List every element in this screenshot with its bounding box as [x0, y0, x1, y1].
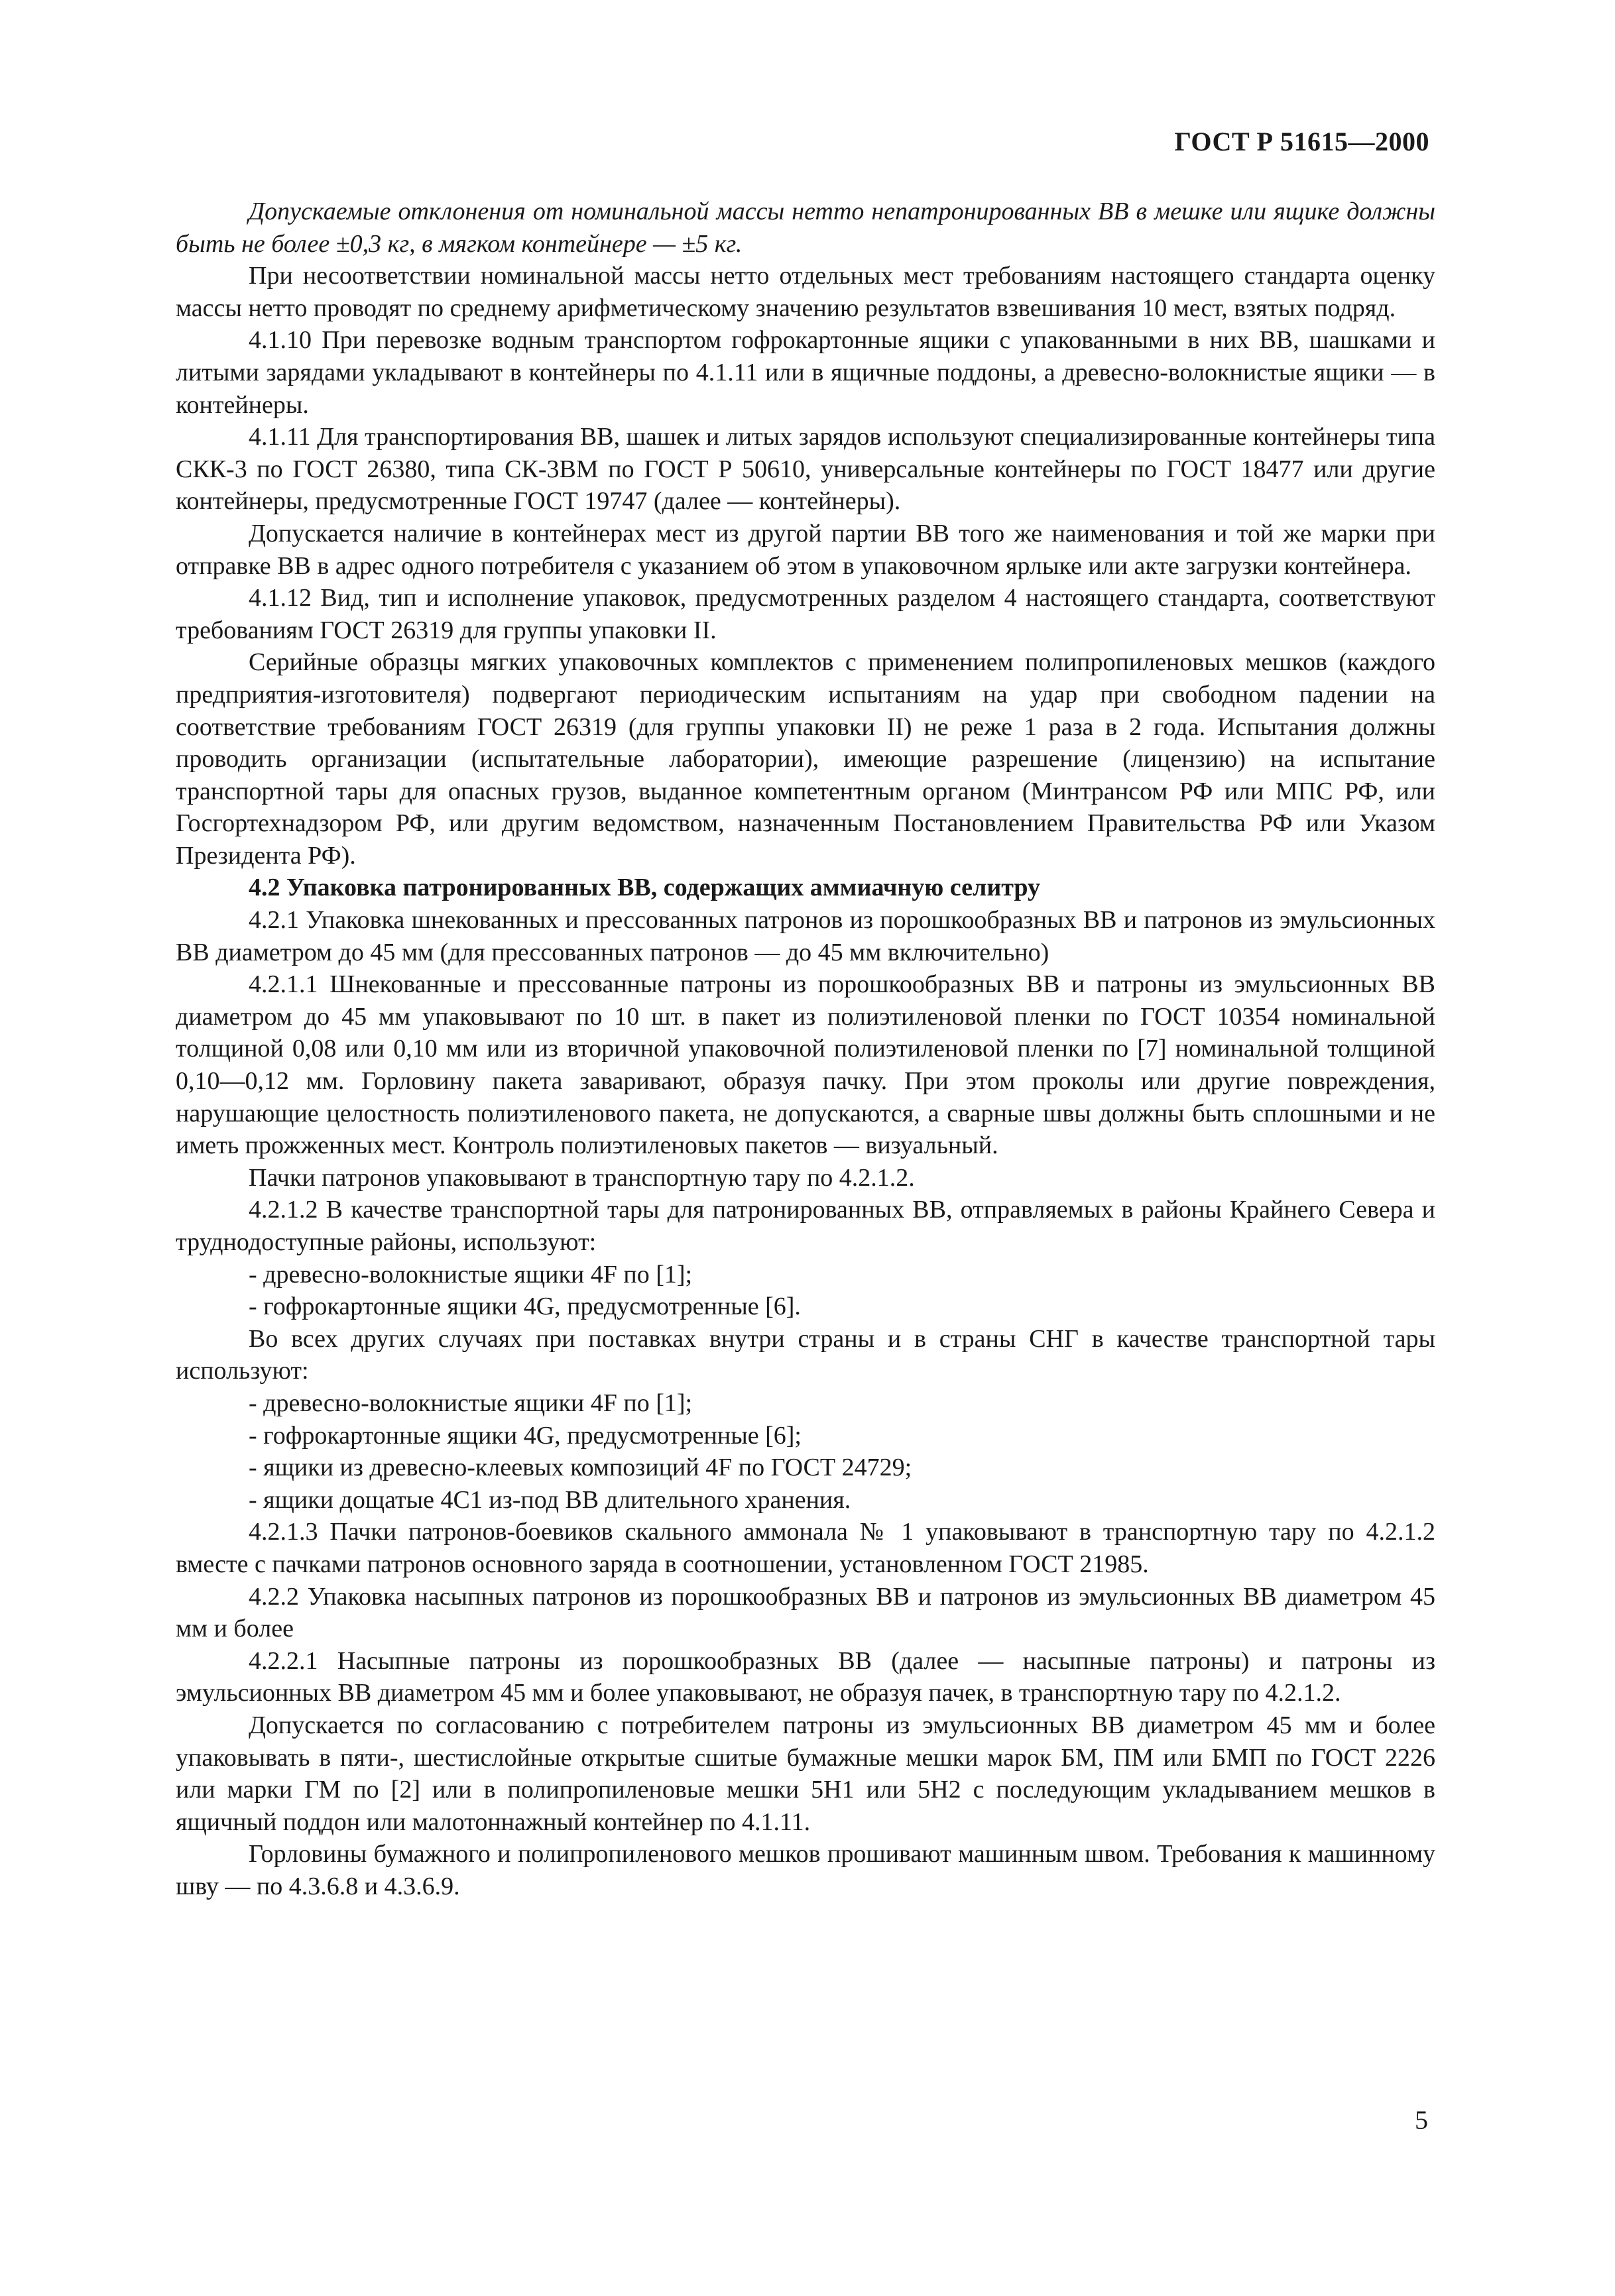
paragraph-other-cases: Во всех других случаях при поставках внутри страны и в страны СНГ в качестве транспортной тары используют: — [176, 1324, 1435, 1385]
clause-4-2-1-1: 4.2.1.1 Шнекованные и прессованные патроны из порошкообразных ВВ и патроны из эмульсионных ВВ диаметром до 45 мм упаковывают по 10 шт. в пакет из полиэтиленовой пленки по ГОСТ 10354 номинальной толщиной 0,08 или 0,10 мм или из вторичной упаковочной полиэтиленовой пленки по [7] номинальной толщиной 0,10—0,12 мм. Горловину пакета заваривают, образуя пачку. При этом проколы или другие повреждения, нарушающие целостность полиэтиленового пакета, не допускаются, а сварные швы должны быть сплошными и не иметь прожженных мест. Контроль полиэтиленовых пакетов — визуальный. — [176, 970, 1435, 1160]
paragraph-mass-mismatch: При несоответствии номинальной массы нетто отдельных мест требованиям настоящего стандарта оценку массы нетто проводят по среднему арифметическому значению результатов взвешивания 10 мест, взятых подряд. — [176, 262, 1435, 322]
section-heading-4-2: 4.2 Упаковка патронированных ВВ, содержащих аммиачную селитру — [249, 874, 1040, 902]
paragraph-consumer-agreement: Допускается по согласованию с потребителем патроны из эмульсионных ВВ диаметром 45 мм и более упаковывать в пяти-, шестислойные открытые сшитые бумажные мешки марок БМ, ПМ или БМП по ГОСТ 2226 или марки ГМ по [2] или в полипропиленовые мешки 5Н1 или 5Н2 с последующим укладыванием мешков в ящичный поддон или малотоннажный контейнер по 4.1.11. — [176, 1711, 1435, 1836]
clause-4-2-1-3: 4.2.1.3 Пачки патронов-боевиков скального аммонала № 1 упаковывают в транспортную тару по 4.2.1.2 вместе с пачками патронов основного заряда в соотношении, установленном ГОСТ 21985. — [176, 1518, 1435, 1578]
clause-4-2-2: 4.2.2 Упаковка насыпных патронов из порошкообразных ВВ и патронов из эмульсионных ВВ диаметром 45 мм и более — [176, 1582, 1435, 1643]
clause-4-2-1: 4.2.1 Упаковка шнекованных и прессованных патронов из порошкообразных ВВ и патронов из эмульсионных ВВ диаметром до 45 мм (для прессованных патронов — до 45 мм включительно) — [176, 906, 1435, 966]
list-item: - древесно-волокнистые ящики 4F по [1]; — [249, 1389, 693, 1417]
clause-4-1-12: 4.1.12 Вид, тип и исполнение упаковок, предусмотренных разделом 4 настоящего стандарта, соответствуют требованиям ГОСТ 26319 для группы упаковки II. — [176, 584, 1435, 644]
list-item: - ящики дощатые 4С1 из-под ВВ длительного хранения. — [249, 1485, 851, 1514]
clause-4-2-1-2: 4.2.1.2 В качестве транспортной тары для патронированных ВВ, отправляемых в районы Крайнего Севера и труднодоступные районы, используют: — [176, 1196, 1435, 1256]
paragraph-packs-packing: Пачки патронов упаковывают в транспортную тару по 4.2.1.2. — [249, 1163, 915, 1192]
paragraph-bag-necks: Горловины бумажного и полипропиленового мешков прошивают машинным швом. Требования к машинному шву — по 4.3.6.8 и 4.3.6.9. — [176, 1840, 1435, 1900]
clause-4-2-2-1: 4.2.2.1 Насыпные патроны из порошкообразных ВВ (далее — насыпные патроны) и патроны из эмульсионных ВВ диаметром 45 мм и более упаковывают, не образуя пачек, в транспортную тару по 4.2.1.2. — [176, 1646, 1435, 1707]
page-number: 5 — [1415, 2105, 1428, 2135]
paragraph-serial-samples: Серийные образцы мягких упаковочных комплектов с применением полипропиленовых мешков (каждого предприятия-изготовителя) подвергают периодическим испытаниям на удар при свободном падении на соответствие требованиям ГОСТ 26319 (для группы упаковки II) не реже 1 раза в 2 года. Испытания должны проводить организации (испытательные лаборатории), имеющие разрешение (лицензию) на испытание транспортной тары для опасных грузов, выданное компетентным органом (Минтрансом РФ или МПС РФ, или Госгортехнадзором РФ, или другим ведомством, назначенным Постановлением Правительства РФ или Указом Президента РФ). — [176, 648, 1435, 870]
clause-4-1-11: 4.1.11 Для транспортирования ВВ, шашек и литых зарядов используют специализированные контейнеры типа СКК-3 по ГОСТ 26380, типа СК-3ВМ по ГОСТ Р 50610, универсальные контейнеры по ГОСТ 18477 или другие контейнеры, предусмотренные ГОСТ 19747 (далее — контейнеры). — [176, 423, 1435, 516]
list-item: - древесно-волокнистые ящики 4F по [1]; — [249, 1260, 693, 1289]
document-body — [176, 196, 1435, 1902]
list-item: - гофрокартонные ящики 4G, предусмотренные [6]; — [249, 1421, 802, 1450]
paragraph-container-other-batch: Допускается наличие в контейнерах мест из другой партии ВВ того же наименования и той же марки при отправке ВВ в адрес одного потребителя с указанием об этом в упаковочном ярлыке или акте загрузки контейнера. — [176, 519, 1435, 580]
clause-4-1-10: 4.1.10 При перевозке водным транспортом гофрокартонные ящики с упакованными в них ВВ, шашками и литыми зарядами укладывают в контейнеры по 4.1.11 или в ящичные поддоны, а древесно-волокнистые ящики — в контейнеры. — [176, 326, 1435, 419]
list-item: - гофрокартонные ящики 4G, предусмотренные [6]. — [249, 1292, 801, 1321]
paragraph-tolerance: Допускаемые отклонения от номинальной массы нетто непатронированных ВВ в мешке или ящике должны быть не более ±0,3 кг, в мягком контейнере — ±5 кг. — [176, 198, 1435, 258]
list-item: - ящики из древесно-клеевых композиций 4F по ГОСТ 24729; — [249, 1454, 912, 1482]
document-code-header: ГОСТ Р 51615—2000 — [1174, 127, 1429, 156]
